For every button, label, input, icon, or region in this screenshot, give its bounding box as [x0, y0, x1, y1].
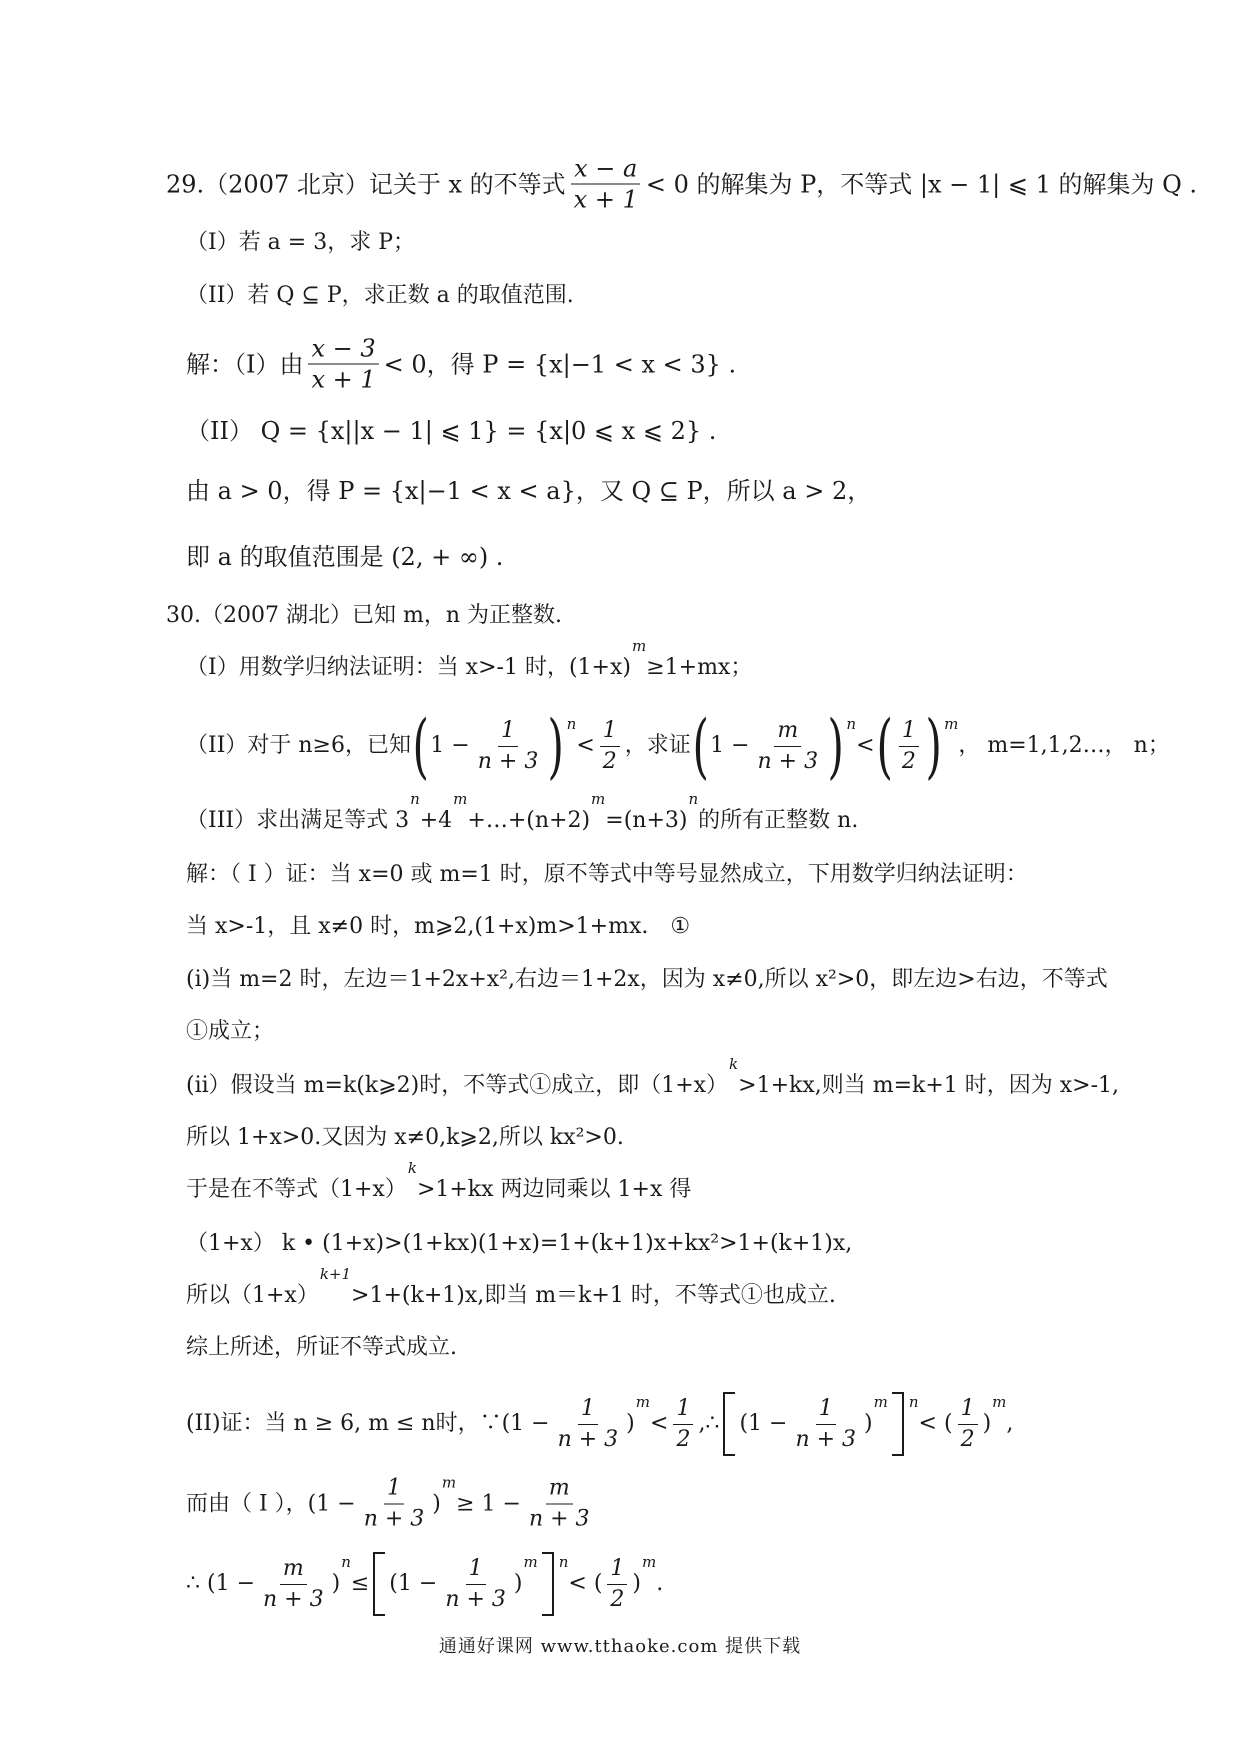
fraction-numerator: 1	[384, 1474, 404, 1505]
large-parenthesis: )	[827, 705, 844, 787]
text-line	[186, 705, 1170, 787]
fraction	[308, 334, 378, 395]
superscript: m	[873, 1393, 888, 1411]
text-line	[186, 637, 753, 683]
text-segment: < (	[918, 1411, 953, 1436]
text-segment: ,∴	[698, 1411, 720, 1436]
fraction-numerator: 1	[498, 716, 518, 747]
text-segment: (II)证：当 n ≥ 6, m ≤ n时，∵(1 −	[186, 1411, 550, 1436]
fraction	[555, 1394, 622, 1455]
superscript: m	[642, 1553, 657, 1571]
text-segment: （1+x） k • (1+x)>(1+kx)(1+x)=1+(k+1)x+kx²>1+(k+1)x,	[186, 1231, 853, 1256]
text-segment: )	[513, 1571, 523, 1596]
text-segment: =(n+3)	[605, 808, 688, 833]
text-line	[186, 1265, 836, 1311]
text-segment: ,	[1006, 1411, 1014, 1436]
text-segment: .	[656, 1571, 664, 1596]
text-segment: < 0 的解集为 P，不等式 |x − 1| ⩽ 1 的解集为 Q .	[645, 170, 1198, 198]
fraction	[600, 716, 620, 777]
text-line	[186, 965, 1108, 995]
text-segment: 解：（I）由	[186, 350, 304, 378]
text-line	[186, 1552, 663, 1616]
fraction	[571, 154, 641, 215]
superscript: m	[441, 1473, 457, 1491]
superscript: m	[635, 1393, 650, 1411]
fraction-denominator: x + 1	[573, 185, 638, 214]
text-segment: 所以（1+x）	[186, 1283, 319, 1308]
superscript: n	[846, 715, 857, 733]
text-segment: ∴ (1 −	[186, 1571, 255, 1596]
text-segment: 1 −	[430, 733, 470, 758]
fraction-numerator: x − a	[571, 154, 640, 185]
superscript: n	[410, 790, 420, 808]
text-line	[186, 476, 871, 506]
text-segment: )	[982, 1411, 992, 1436]
text-line	[186, 1474, 598, 1535]
text-line	[186, 542, 503, 572]
text-segment: < 0，得 P = {x|−1 < x < 3} .	[383, 350, 737, 378]
text-segment: 1 −	[710, 733, 750, 758]
fraction	[442, 1554, 509, 1615]
text-segment: 而由（ I ），(1 −	[186, 1491, 356, 1516]
text-segment: 于是在不等式（1+x）	[186, 1177, 407, 1202]
left-bracket	[373, 1552, 385, 1616]
fraction-numerator: 1	[958, 1394, 978, 1425]
text-line	[186, 912, 690, 942]
fraction-denominator: x + 1	[311, 365, 376, 394]
text-segment: +…+(n+2)	[467, 808, 591, 833]
text-segment: (i)当 m=2 时，左边＝1+2x+x²,右边＝1+2x，因为 x≠0,所以 x²>0，即左边>右边，不等式	[186, 967, 1108, 992]
superscript: m	[992, 1393, 1007, 1411]
superscript: n	[908, 1393, 919, 1411]
text-line	[186, 1123, 624, 1153]
large-parenthesis: (	[412, 705, 429, 787]
fraction-numerator: m	[774, 716, 801, 747]
fraction-denominator: 2	[960, 1426, 975, 1452]
fraction-numerator: 1	[607, 1554, 627, 1585]
text-segment: ， m=1,1,2…， n；	[958, 733, 1170, 758]
fraction-denominator: n + 3	[263, 1586, 324, 1612]
superscript: n	[566, 715, 577, 733]
superscript: n	[688, 790, 699, 808]
superscript: m	[523, 1553, 538, 1571]
superscript: m	[591, 790, 606, 808]
large-parenthesis: (	[692, 705, 709, 787]
fraction-numerator: 1	[816, 1394, 836, 1425]
text-segment: 的所有正整数 n.	[698, 808, 859, 833]
text-segment: 解：（ I ）证：当 x=0 或 m=1 时，原不等式中等号显然成立，下用数学归纳法证明：	[186, 862, 1028, 887]
text-line	[186, 790, 859, 836]
text-line	[186, 228, 415, 258]
text-segment: >1+(k+1)x,即当 m＝k+1 时，不等式①也成立.	[351, 1283, 836, 1308]
fraction-denominator: n + 3	[757, 748, 819, 774]
fraction-numerator: m	[280, 1554, 307, 1585]
fraction-numerator: 1	[899, 716, 919, 747]
text-segment: )	[632, 1571, 642, 1596]
text-segment: （II）对于 n≥6，已知	[186, 733, 411, 758]
right-bracket	[542, 1552, 554, 1616]
text-segment: (1 −	[389, 1571, 438, 1596]
text-segment: 所以 1+x>0.又因为 x≠0,k⩾2,所以 kx²>0.	[186, 1125, 624, 1150]
text-line	[186, 1229, 852, 1259]
superscript: m	[631, 637, 647, 655]
text-line	[186, 1159, 692, 1205]
text-segment: （II）若 Q ⊆ P，求正数 a 的取值范围.	[186, 283, 574, 308]
text-segment: 30.（2007 湖北）已知 m，n 为正整数.	[166, 603, 562, 628]
text-segment: (1 −	[739, 1411, 788, 1436]
text-segment: （II） Q = {x||x − 1| ⩽ 1} = {x|0 ⩽ x ⩽ 2} .	[186, 417, 717, 445]
text-segment: ①成立；	[186, 1019, 275, 1044]
fraction	[792, 1394, 859, 1455]
fraction-numerator: 1	[673, 1394, 693, 1425]
fraction-denominator: n + 3	[528, 1506, 590, 1532]
text-segment: ≤	[350, 1571, 370, 1596]
right-bracket	[892, 1392, 904, 1456]
fraction	[361, 1474, 428, 1535]
fraction-denominator: n + 3	[445, 1586, 506, 1612]
text-line	[186, 1055, 1120, 1101]
text-line	[186, 1017, 274, 1047]
text-segment: +4	[419, 808, 453, 833]
fraction-denominator: n + 3	[363, 1506, 425, 1532]
fraction	[607, 1554, 627, 1615]
fraction	[958, 1394, 978, 1455]
text-segment: 综上所述，所证不等式成立.	[186, 1335, 457, 1360]
superscript: m	[453, 790, 468, 808]
fraction	[526, 1474, 593, 1535]
text-segment: < (	[568, 1571, 603, 1596]
text-line	[186, 1392, 1013, 1456]
text-segment: ≥1+mx；	[646, 655, 753, 680]
fraction-numerator: 1	[600, 716, 620, 747]
text-segment: )	[626, 1411, 635, 1436]
text-line	[186, 334, 736, 395]
fraction-denominator: n + 3	[795, 1426, 857, 1452]
text-segment: <	[576, 733, 595, 758]
text-segment: （I）若 a = 3，求 P；	[186, 230, 416, 255]
text-segment: 即 a 的取值范围是 (2, + ∞) .	[186, 543, 504, 571]
superscript: n	[341, 1553, 351, 1571]
text-segment: ，求证	[624, 733, 691, 758]
fraction-denominator: 2	[676, 1426, 691, 1452]
fraction-denominator: n + 3	[477, 748, 539, 774]
text-segment: 由 a > 0，得 P = {x|−1 < x < a}，又 Q ⊆ P，所以 a > 2，	[186, 477, 872, 505]
fraction-denominator: 2	[610, 1586, 625, 1612]
fraction-numerator: 1	[466, 1554, 486, 1585]
fraction	[899, 716, 919, 777]
large-parenthesis: )	[925, 705, 942, 787]
text-line	[186, 860, 1028, 890]
fraction	[475, 716, 542, 777]
text-segment: 29.（2007 北京）记关于 x 的不等式	[166, 170, 566, 198]
text-segment: 当 x>-1，且 x≠0 时，m⩾2,(1+x)m>1+mx. ①	[186, 914, 691, 939]
text-line	[186, 281, 574, 311]
superscript: k	[729, 1055, 739, 1073]
fraction-numerator: x − 3	[308, 334, 378, 365]
superscript: k+1	[319, 1265, 352, 1283]
superscript: m	[944, 715, 959, 733]
page-footer: 通通好课网 www.tthaoke.com 提供下载	[438, 1636, 802, 1657]
text-segment: (ii）假设当 m=k(k⩾2)时，不等式①成立，即（1+x）	[186, 1073, 729, 1098]
text-segment: <	[650, 1411, 669, 1436]
fraction-denominator: 2	[901, 748, 916, 774]
superscript: k	[407, 1159, 417, 1177]
text-segment: )	[432, 1491, 441, 1516]
text-segment: >1+kx 两边同乘以 1+x 得	[416, 1177, 692, 1202]
large-parenthesis: (	[875, 705, 893, 787]
text-line	[166, 154, 1197, 215]
fraction	[755, 716, 822, 777]
fraction	[260, 1554, 327, 1615]
text-segment: )	[331, 1571, 341, 1596]
text-segment: （III）求出满足等式 3	[186, 808, 410, 833]
fraction	[673, 1394, 693, 1455]
superscript: n	[558, 1553, 569, 1571]
text-line	[186, 1333, 457, 1363]
text-segment: （I）用数学归纳法证明：当 x>-1 时，(1+x)	[186, 655, 631, 680]
fraction-denominator: 2	[602, 748, 617, 774]
text-line	[166, 601, 562, 631]
left-bracket	[723, 1392, 735, 1456]
text-segment: <	[856, 733, 875, 758]
text-line	[186, 416, 716, 446]
text-segment: >1+kx,则当 m=k+1 时，因为 x>-1,	[738, 1073, 1120, 1098]
fraction-numerator: 1	[578, 1394, 598, 1425]
fraction-denominator: n + 3	[557, 1426, 619, 1452]
large-parenthesis: )	[547, 705, 565, 787]
text-segment: ≥ 1 −	[456, 1491, 521, 1516]
fraction-numerator: m	[546, 1474, 573, 1505]
text-segment: )	[864, 1411, 873, 1436]
